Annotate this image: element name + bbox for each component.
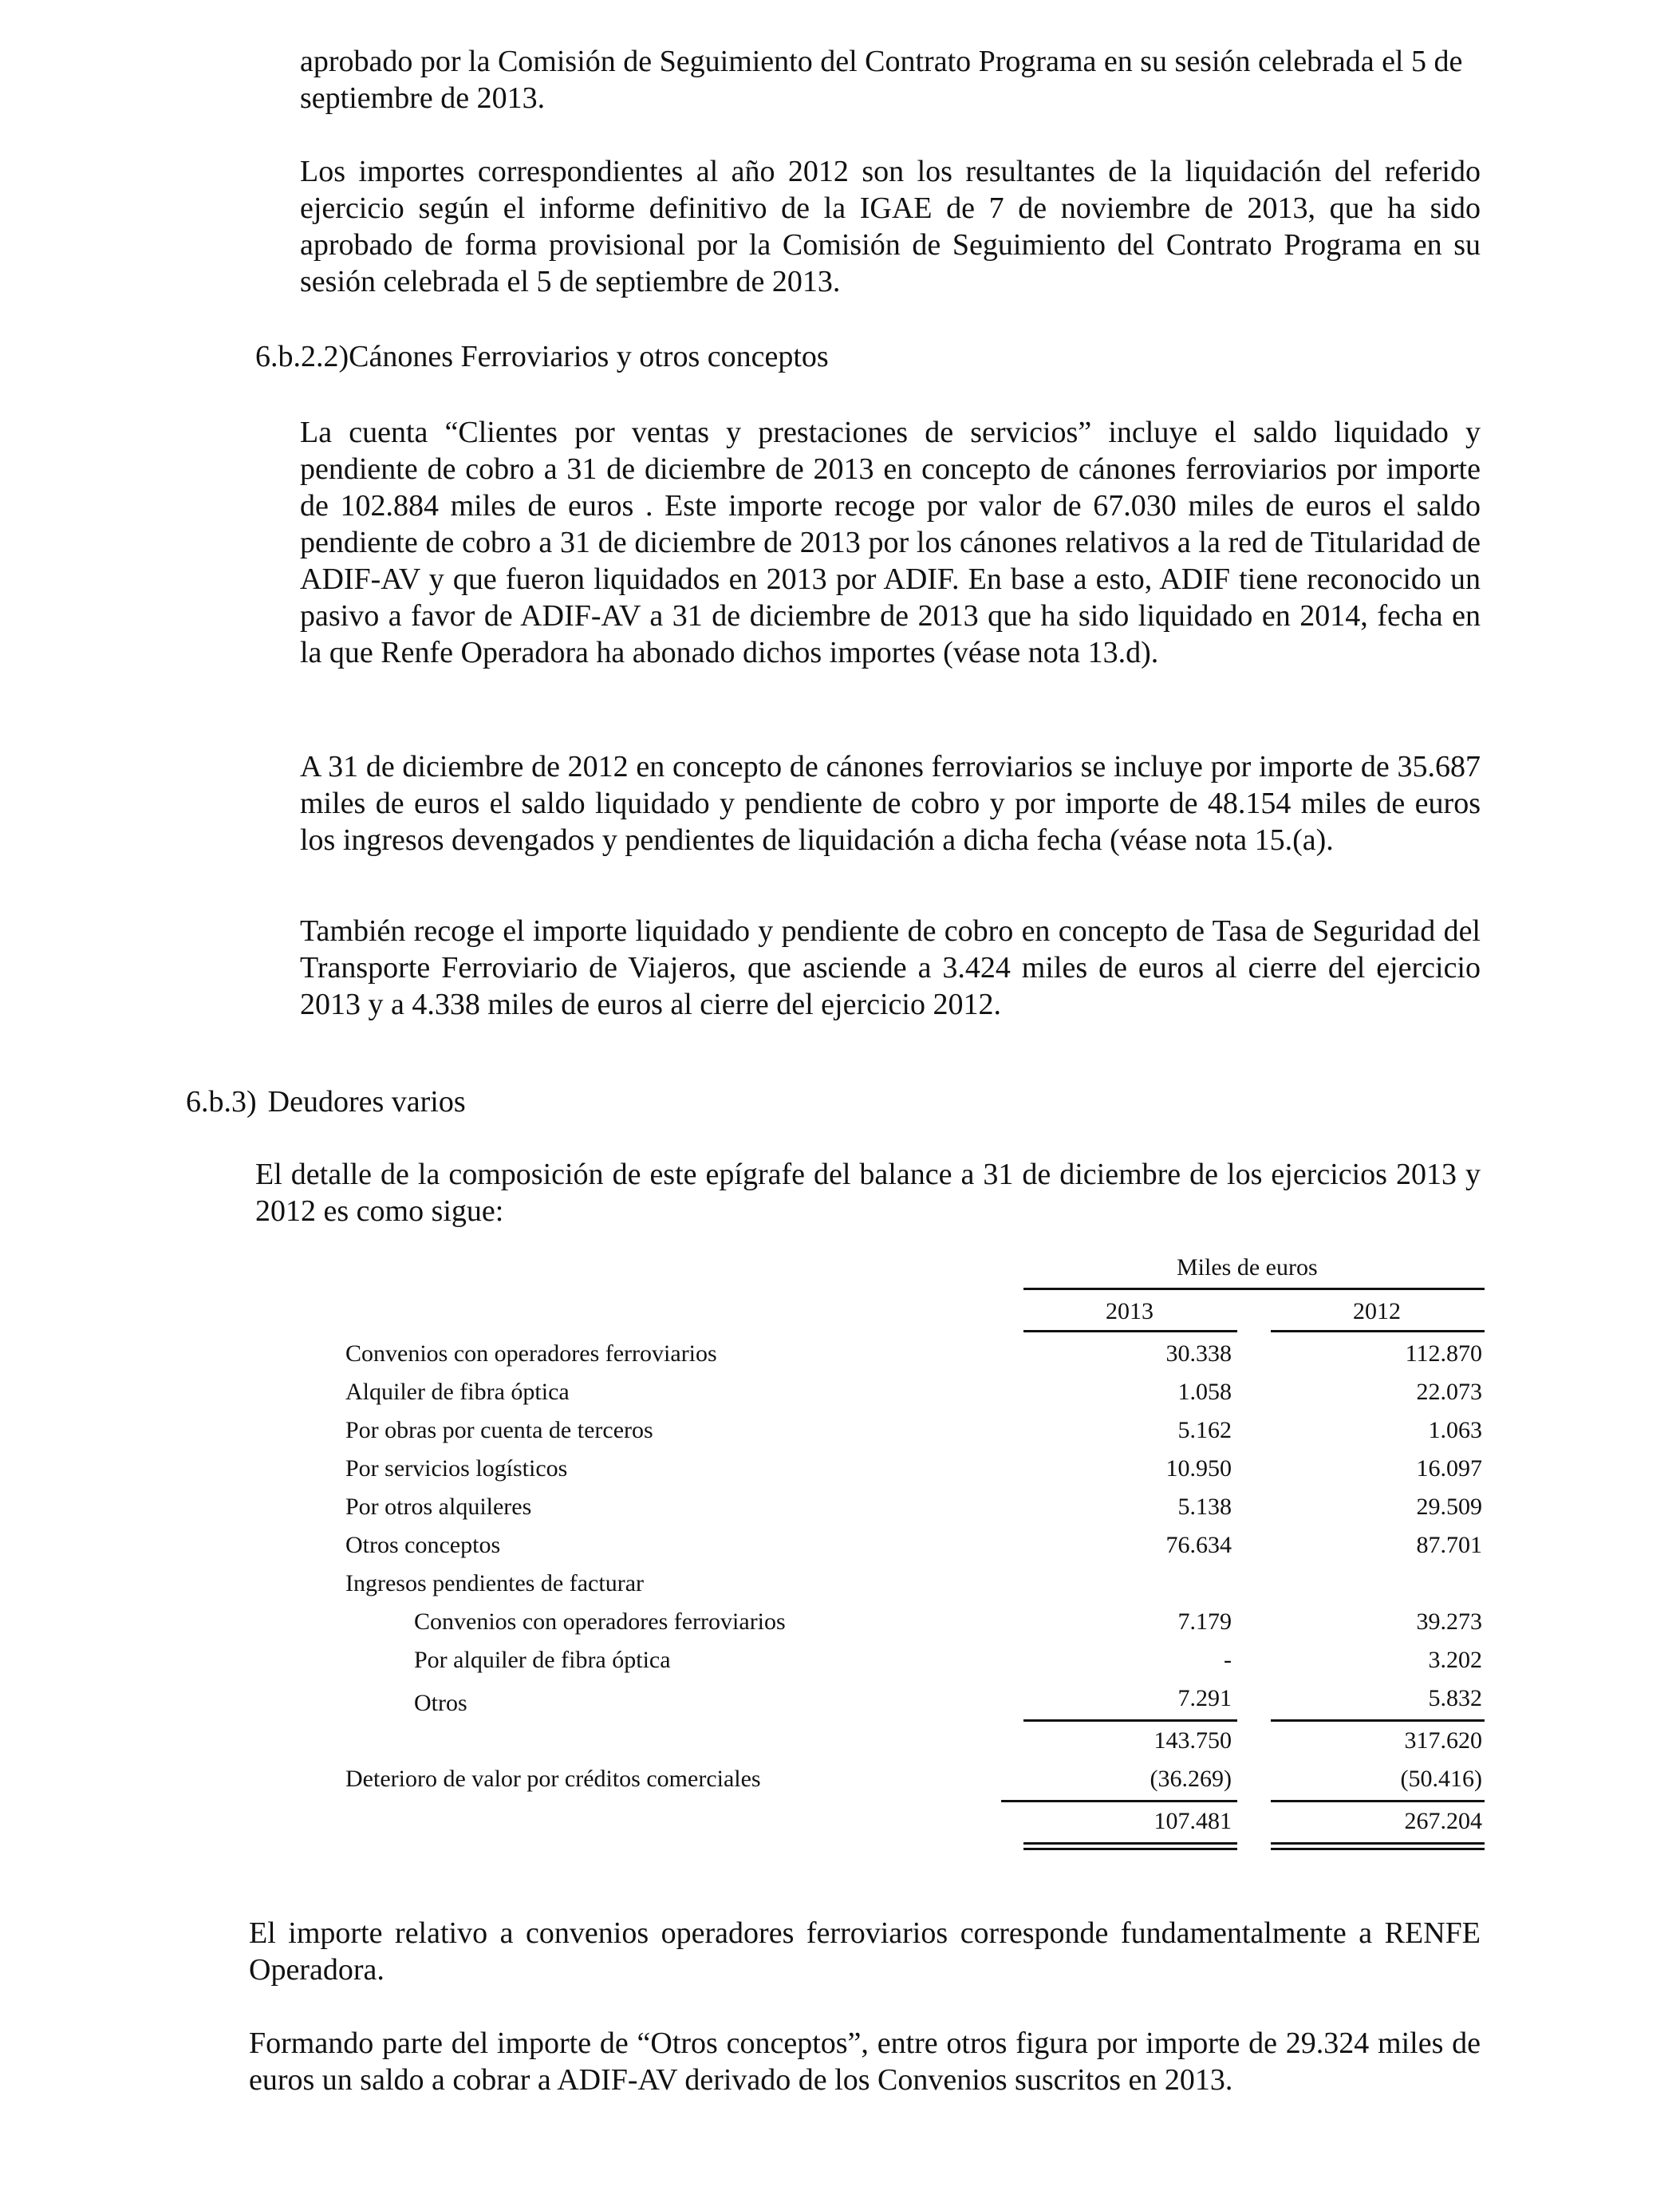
impairment-label: Deterioro de valor por créditos comerciales: [345, 1766, 761, 1792]
paragraph-otros-conceptos-note: Formando parte del importe de “Otros conceptos”, entre otros figura por importe de 29.324 miles de euros un saldo a cobrar a ADIF-AV derivado de los Convenios suscritos en 2013.: [249, 2026, 1481, 2097]
row-value-2013: 10.950: [1165, 1455, 1232, 1482]
subtotal-2012: 317.620: [1404, 1727, 1482, 1754]
row-label: Alquiler de fibra óptica: [345, 1379, 570, 1405]
row-value-2012: 87.701: [1416, 1532, 1482, 1558]
row-label: Por servicios logísticos: [345, 1455, 568, 1482]
unit-underline: [1023, 1288, 1485, 1290]
row-label: Convenios con operadores ferroviarios: [345, 1340, 717, 1367]
row-value-2013: 5.162: [1177, 1417, 1232, 1443]
row-value-2013: 5.138: [1177, 1494, 1232, 1520]
paragraph-tasa-seguridad: También recoge el importe liquidado y pendiente de cobro en concepto de Tasa de Seguridad del Transporte Ferroviario de Viajeros, que asciende a 3.424 miles de euros al cierre del ejercicio 2013 y a 4.338 miles de euros al cierre del ejercicio 2012.: [300, 914, 1481, 1021]
subtotal-rule-2012: [1271, 1719, 1485, 1722]
double-rule-bottom-2013: [1023, 1848, 1237, 1850]
row-value-2012: 29.509: [1416, 1494, 1482, 1520]
row-value-2012: 112.870: [1405, 1340, 1482, 1367]
row-value-2012: 16.097: [1416, 1455, 1482, 1482]
section-title: Deudores varios: [267, 1085, 466, 1119]
section-heading-canones: 6.b.2.2)Cánones Ferroviarios y otros conceptos: [255, 340, 829, 373]
paragraph-renfe-note: El importe relativo a convenios operadores ferroviarios corresponde fundamentalmente a RENFE Operadora.: [249, 1916, 1481, 1987]
total-2012: 267.204: [1404, 1808, 1482, 1834]
paragraph-approval: aprobado por la Comisión de Seguimiento del Contrato Programa en su sesión celebrada el 5 de septiembre de 2013.: [300, 45, 1463, 115]
row-label: Por obras por cuenta de terceros: [345, 1417, 653, 1443]
total-2013: 107.481: [1154, 1808, 1232, 1834]
paragraph-clientes-account: La cuenta “Clientes por ventas y prestaciones de servicios” incluye el saldo liquidado y pendiente de cobro a 31 de diciembre de 2013 en concepto de cánones ferroviarios por importe de 102.884 miles de euros . Este importe recoge por valor de 67.030 miles de euros el saldo pendiente de cobro a 31 de diciembre de 2013 por los cánones relativos a la red de Titularidad de ADIF-AV y que fueron liquidados en 2013 por ADIF. En base a esto, ADIF tiene reconocido un pasivo a favor de ADIF-AV a 31 de diciembre de 2013 que ha sido liquidado en 2014, fecha en la que Renfe Operadora ha abonado dichos importes (véase nota 13.d).: [300, 416, 1481, 669]
row-label: Por alquiler de fibra óptica: [414, 1647, 671, 1673]
total-rule-2012: [1271, 1800, 1485, 1802]
paragraph-2012-amounts: Los importes correspondientes al año 2012 son los resultantes de la liquidación del referido ejercicio según el informe definitivo de la IGAE de 7 de noviembre de 2013, que ha sido aprobado de forma provisional por la Comisión de Seguimiento del Contrato Programa en su sesión celebrada el 5 de septiembre de 2013.: [300, 155, 1481, 298]
row-value-2012: 1.063: [1428, 1417, 1482, 1443]
row-value-2012: 5.832: [1428, 1685, 1482, 1711]
row-value-2013: 76.634: [1165, 1532, 1232, 1558]
row-value-2013: 30.338: [1165, 1340, 1232, 1367]
row-value-2012: 39.273: [1416, 1608, 1482, 1635]
paragraph-table-intro: El detalle de la composición de este epígrafe del balance a 31 de diciembre de los ejercicios 2013 y 2012 es como sigue:: [255, 1158, 1481, 1228]
row-value-2012: 22.073: [1416, 1379, 1482, 1405]
column-header-2013: 2013: [1106, 1298, 1154, 1324]
section-number: 6.b.3): [186, 1085, 257, 1119]
year-2013-underline: [1023, 1330, 1237, 1332]
table-unit-header: Miles de euros: [1177, 1254, 1318, 1281]
subtotal-rule-2013: [1023, 1719, 1237, 1722]
column-header-2012: 2012: [1353, 1298, 1401, 1324]
double-rule-top-2012: [1271, 1842, 1485, 1845]
row-value-2013: 1.058: [1177, 1379, 1232, 1405]
row-label: Convenios con operadores ferroviarios: [414, 1608, 786, 1635]
subtotal-2013: 143.750: [1154, 1727, 1232, 1754]
paragraph-2012-canones: A 31 de diciembre de 2012 en concepto de cánones ferroviarios se incluye por importe de 35.687 miles de euros el saldo liquidado y pendiente de cobro y por importe de 48.154 miles de euros los ingresos devengados y pendientes de liquidación a dicha fecha (véase nota 15.(a).: [300, 750, 1481, 857]
row-group-label: Ingresos pendientes de facturar: [345, 1570, 645, 1596]
total-rule-2013: [1001, 1800, 1237, 1802]
impairment-2012: (50.416): [1400, 1766, 1482, 1792]
double-rule-bottom-2012: [1271, 1848, 1485, 1850]
row-value-2013: -: [1224, 1647, 1232, 1673]
impairment-2013: (36.269): [1150, 1766, 1232, 1792]
double-rule-top-2013: [1023, 1842, 1237, 1845]
row-value-2013: 7.179: [1177, 1608, 1232, 1635]
row-label: Otros: [414, 1690, 467, 1716]
row-value-2013: 7.291: [1177, 1685, 1232, 1711]
row-label: Otros conceptos: [345, 1532, 501, 1558]
row-label: Por otros alquileres: [345, 1494, 532, 1520]
row-value-2012: 3.202: [1428, 1647, 1482, 1673]
year-2012-underline: [1271, 1330, 1485, 1332]
